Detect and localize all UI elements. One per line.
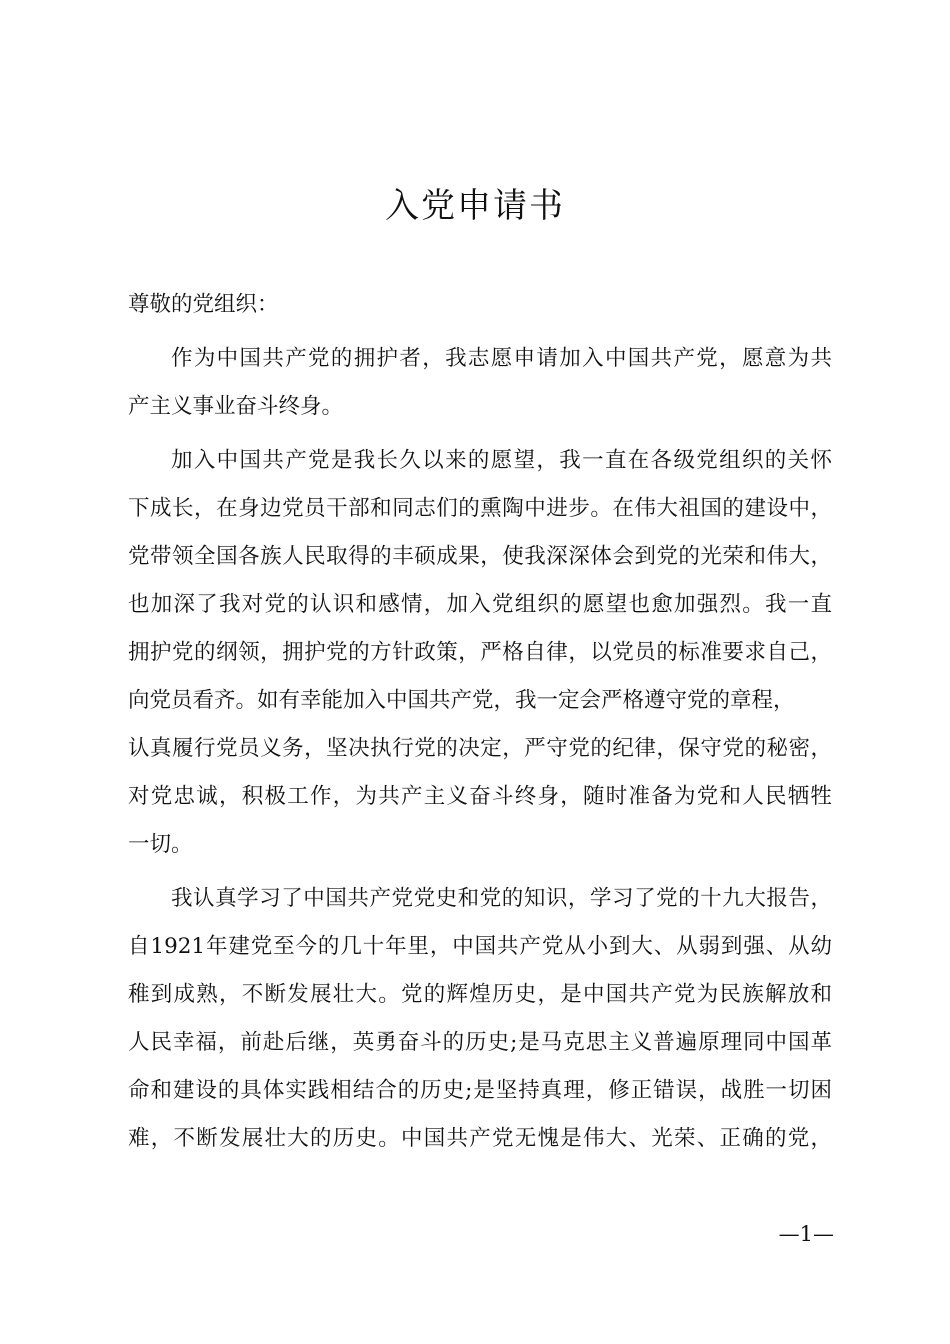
paragraph-line: 稚到成熟，不断发展壮大。党的辉煌历史，是中国共产党为民族解放和 [128,982,832,1007]
paragraph-line: 也加深了我对党的认识和感情，加入党组织的愿望也愈加强烈。我一直 [128,592,832,617]
paragraph-line: 认真履行党员义务，坚决执行党的决定，严守党的纪律，保守党的秘密， [128,736,832,761]
paragraph-line: 一切。 [128,832,193,857]
paragraph [128,335,832,431]
paragraph-line: 人民幸福，前赴后继，英勇奋斗的历史;是马克思主义普遍原理同中国革 [128,1030,832,1055]
paragraph-line: 拥护党的纲领，拥护党的方针政策，严格自律，以党员的标准要求自己， [128,640,832,665]
document-body [128,281,832,1163]
paragraph-line: 我认真学习了中国共产党党史和党的知识，学习了党的十九大报告， [171,886,832,911]
paragraph-line: 作为中国共产党的拥护者，我志愿申请加入中国共产党，愿意为共 [171,346,832,371]
paragraph [128,875,832,1163]
paragraph [128,437,832,869]
paragraph-line: 党带领全国各族人民取得的丰硕成果，使我深深体会到党的光荣和伟大， [128,544,832,569]
paragraph-line: 下成长，在身边党员干部和同志们的熏陶中进步。在伟大祖国的建设中， [128,496,832,521]
paragraph-line: 难，不断发展壮大的历史。中国共产党无愧是伟大、光荣、正确的党， [128,1126,832,1151]
document-title: 入党申请书 [385,186,565,226]
salutation: 尊敬的党组织： [128,292,279,317]
paragraph-line: 自1921年建党至今的几十年里，中国共产党从小到大、从弱到强、从幼 [128,934,832,959]
paragraph-line: 对党忠诚，积极工作，为共产主义奋斗终身，随时准备为党和人民牺牲 [128,784,832,809]
paragraph-line: 产主义事业奋斗终身。 [128,394,344,419]
paragraph-line: 加入中国共产党是我长久以来的愿望，我一直在各级党组织的关怀 [171,448,832,473]
page-number: —1— [778,1222,834,1246]
paragraph-line: 向党员看齐。如有幸能加入中国共产党，我一定会严格遵守党的章程， [128,688,795,713]
paragraph-line: 命和建设的具体实践相结合的历史;是坚持真理，修正错误，战胜一切困 [128,1078,832,1103]
